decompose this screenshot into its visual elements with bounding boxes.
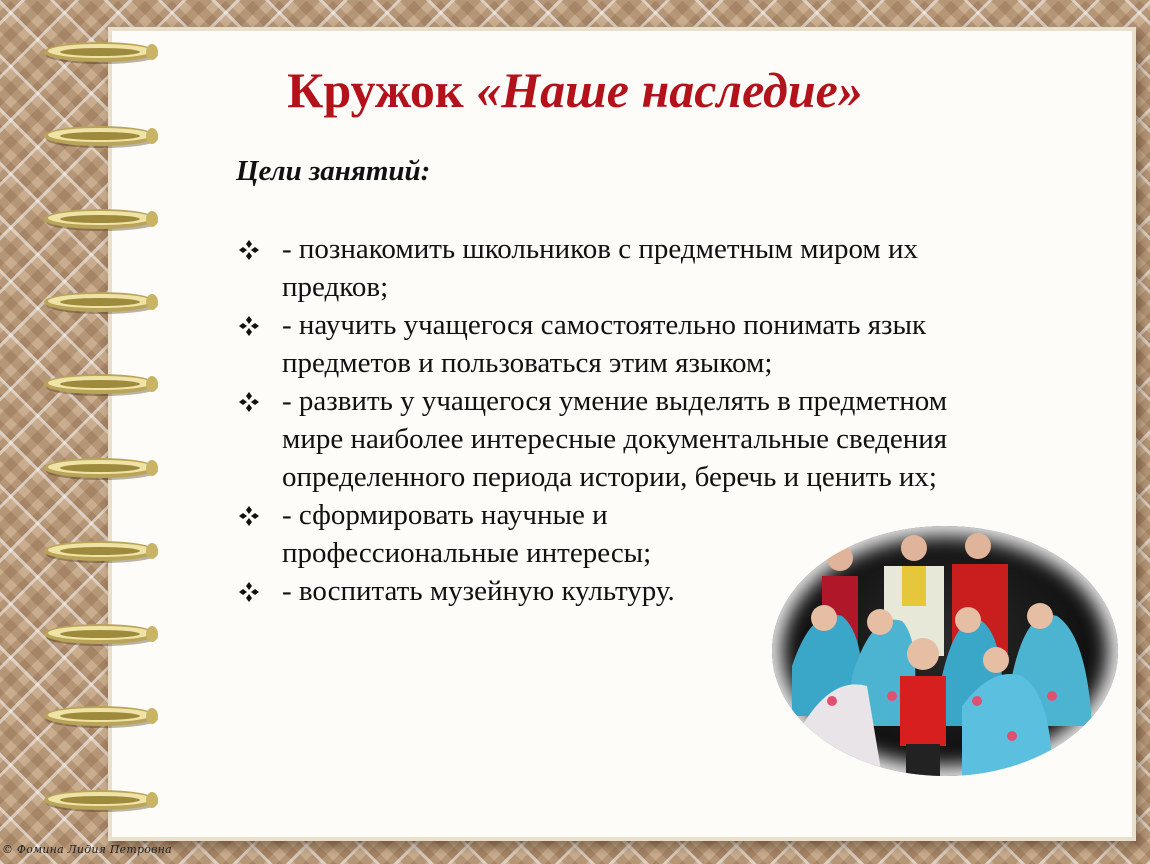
spiral-ring-icon <box>42 370 162 400</box>
goal-line: - развить у учащегося умение выделять в предметном <box>282 385 948 417</box>
diamond-bullet-icon <box>238 505 260 527</box>
goal-line: - познакомить школьников с предметным миром их <box>282 233 919 265</box>
spiral-ring-icon <box>42 454 162 484</box>
goal-line: - научить учащегося самостоятельно понимать язык <box>282 309 927 341</box>
goal-line: предметов и пользоваться этим языком; <box>282 347 773 379</box>
copyright-footer: © Фомина Лидия Петровна <box>2 843 172 856</box>
goal-item <box>236 230 1116 306</box>
title-emphasis: «Наше наследие» <box>476 62 863 118</box>
page-title <box>0 60 1150 120</box>
spiral-ring-icon <box>42 702 162 732</box>
title-prefix: Кружок <box>287 62 477 118</box>
goal-line: - воспитать музейную культуру. <box>282 575 675 607</box>
diamond-bullet-icon <box>238 581 260 603</box>
goal-line: - сформировать научные и <box>282 499 608 531</box>
spiral-ring-icon <box>42 786 162 816</box>
diamond-bullet-icon <box>238 315 260 337</box>
spiral-ring-icon <box>42 288 162 318</box>
goal-line: предков; <box>282 271 389 303</box>
spiral-ring-icon <box>42 537 162 567</box>
diamond-bullet-icon <box>238 391 260 413</box>
children-in-costumes-image <box>772 526 1118 776</box>
goal-line: профессиональные интересы; <box>282 537 652 569</box>
goal-line: мире наиболее интересные документальные сведения <box>282 423 948 455</box>
spiral-ring-icon <box>42 205 162 235</box>
spiral-ring-icon <box>42 620 162 650</box>
goal-item <box>236 306 1116 382</box>
diamond-bullet-icon <box>238 239 260 261</box>
group-photo <box>772 526 1118 776</box>
goal-item <box>236 382 1116 496</box>
goal-line: определенного периода истории, беречь и ценить их; <box>282 461 937 493</box>
spiral-ring-icon <box>42 122 162 152</box>
goals-heading: Цели занятий: <box>236 155 431 187</box>
